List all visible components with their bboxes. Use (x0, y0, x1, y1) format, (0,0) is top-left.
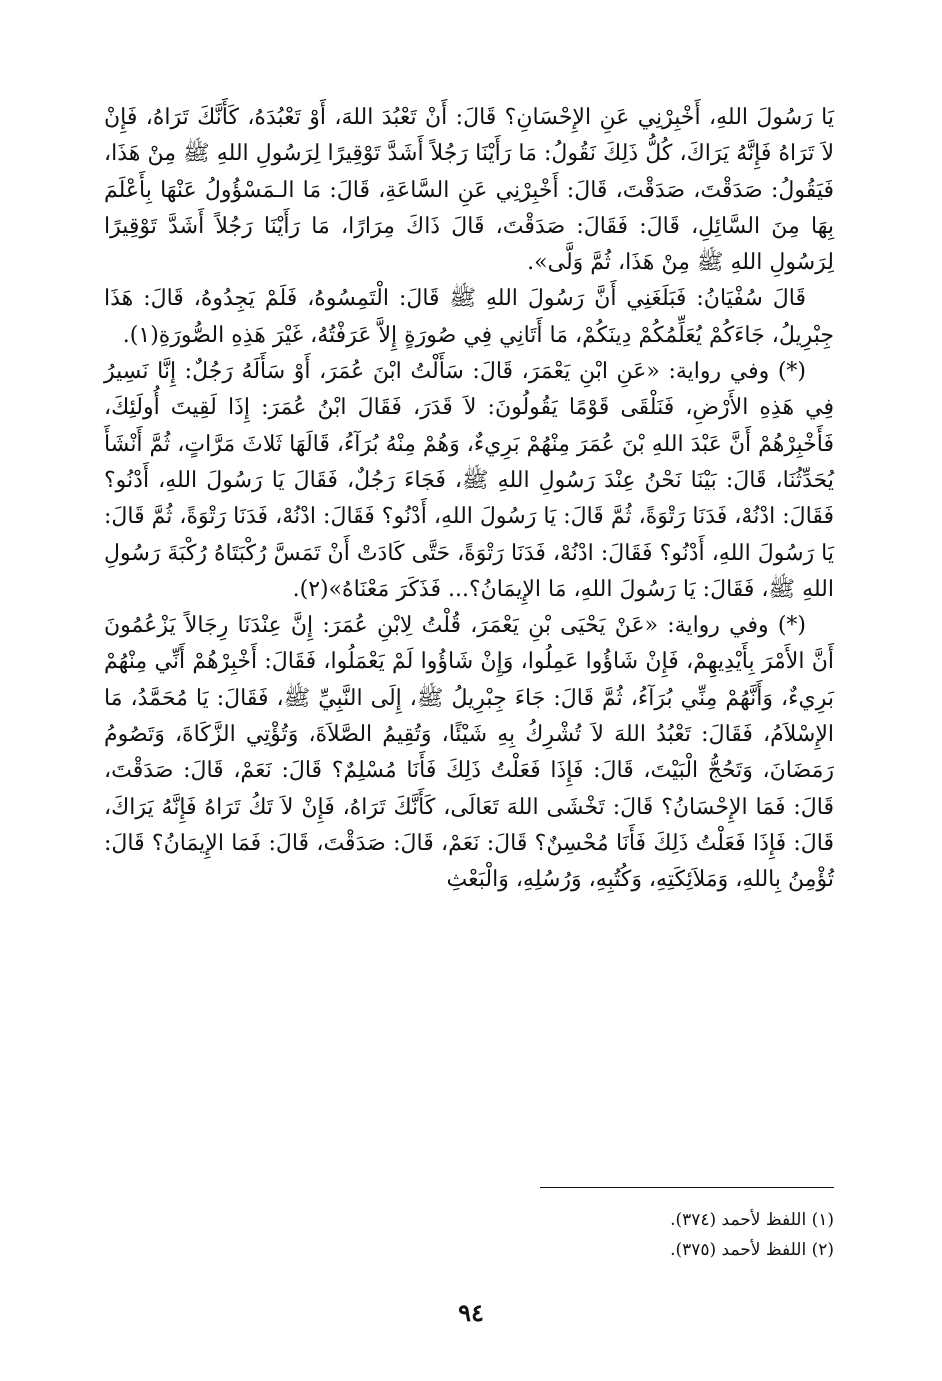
main-text (104, 100, 834, 899)
footnote-2: (٢) اللفظ لأحمد (٣٧٥). (670, 1240, 834, 1260)
footnote-1: (١) اللفظ لأحمد (٣٧٤). (670, 1210, 834, 1230)
footnote-divider (540, 1187, 834, 1188)
paragraph-sufyan: قَالَ سُفْيَانُ: فَبَلَغَنِي أَنَّ رَسُولَ اللهِ ﷺ قَالَ: الْتَمِسُوهُ، فَلَمْ يَجِدُوهُ، قَالَ: هَذَا جِبْرِيلُ، جَاءَكُمْ يُعَلِّمُكُمْ دِينَكُمْ، مَا أَتَانِي فِي صُورَةٍ إِلاَّ عَرَفْتُهُ، غَيْرَ هَذِهِ الصُّورَةِ(١). (104, 286, 834, 348)
paragraph-hadith-continuation: يَا رَسُولَ اللهِ، أَخْبِرْنِي عَنِ الإِحْسَانِ؟ قَالَ: أَنْ تَعْبُدَ اللهَ، أَوْ تَعْبُدَهُ، كَأَنَّكَ تَرَاهُ، فَإِنْ لاَ تَرَاهُ فَإِنَّهُ يَرَاكَ، كُلُّ ذَلِكَ نَقُولُ: مَا رَأَيْنَا رَجُلاً أَشَدَّ تَوْقِيرًا لِرَسُولِ اللهِ ﷺ مِنْ هَذَا، فَيَقُولُ: صَدَقْتَ، صَدَقْتَ، قَالَ: أَخْبِرْنِي عَنِ السَّاعَةِ، قَالَ: مَا الـمَسْؤُولُ عَنْهَا بِأَعْلَمَ بِهَا مِنَ السَّائِلِ، قَالَ: فَقَالَ: صَدَقْتَ، قَالَ ذَاكَ مِرَارًا، مَا رَأَيْنَا رَجُلاً أَشَدَّ تَوْقِيرًا لِرَسُولِ اللهِ ﷺ مِنْ هَذَا، ثُمَّ وَلَّى». (104, 105, 834, 276)
page-number: ٩٤ (458, 1298, 484, 1327)
footnotes (104, 1205, 834, 1265)
paragraph-riwaya-ibn-yamar: (*) وفي رواية: «عَنِ ابْنِ يَعْمَرَ، قَالَ: سَأَلْتُ ابْنَ عُمَرَ، أَوْ سَأَلَهُ رَجُلٌ: إِنَّا نَسِيرُ فِي هَذِهِ الأَرْضِ، فَنَلْقَى قَوْمًا يَقُولُونَ: لاَ قَدَرَ، فَقَالَ ابْنُ عُمَرَ: إِذَا لَقِيتَ أُولَئِكَ، فَأَخْبِرْهُمْ أَنَّ عَبْدَ اللهِ بْنَ عُمَرَ مِنْهُمْ بَرِيءٌ، وَهُمْ مِنْهُ بُرَآءُ، قَالَهَا ثَلاثَ مَرَّاتٍ، ثُمَّ أَنْشَأَ يُحَدِّثُنَا، قَالَ: بَيْنَا نَحْنُ عِنْدَ رَسُولِ اللهِ ﷺ، فَجَاءَ رَجُلٌ، فَقَالَ يَا رَسُولَ اللهِ، أَدْنُو؟ فَقَالَ: ادْنُهْ، فَدَنَا رَتْوَةً، ثُمَّ قَالَ: يَا رَسُولَ اللهِ، أَدْنُو؟ فَقَالَ: ادْنُهْ، فَدَنَا رَتْوَةً، ثُمَّ قَالَ: يَا رَسُولَ اللهِ، أَدْنُو؟ فَقَالَ: ادْنُهْ، فَدَنَا رَتْوَةً، حَتَّى كَادَتْ أَنْ تَمَسَّ رُكْبَتَاهُ رُكْبَةَ رَسُولِ اللهِ ﷺ، فَقَالَ: يَا رَسُولَ اللهِ، مَا الإِيمَانُ؟... فَذَكَرَ مَعْنَاهُ»(٢). (103, 359, 834, 602)
paragraph-riwaya-yahya: (*) وفي رواية: «عَنْ يَحْيَى بْنِ يَعْمَرَ، قُلْتُ لِابْنِ عُمَرَ: إِنَّ عِنْدَنَا رِجَالاً يَزْعُمُونَ أَنَّ الأَمْرَ بِأَيْدِيهِمْ، فَإِنْ شَاؤُوا عَمِلُوا، وَإِنْ شَاؤُوا لَمْ يَعْمَلُوا، فَقَالَ: أَخْبِرْهُمْ أَنِّي مِنْهُمْ بَرِيءٌ، وَأَنَّهُمْ مِنِّي بُرَآءُ، ثُمَّ قَالَ: جَاءَ جِبْرِيلُ ﷺ، إِلَى النَّبِيِّ ﷺ، فَقَالَ: يَا مُحَمَّدُ، مَا الإِسْلاَمُ، فَقَالَ: تَعْبُدُ اللهَ لاَ تُشْرِكُ بِهِ شَيْئًا، وَتُقِيمُ الصَّلاَةَ، وَتُؤْتِي الزَّكَاةَ، وَتَصُومُ رَمَضَانَ، وَتَحُجُّ الْبَيْتَ، قَالَ: فَإِذَا فَعَلْتُ ذَلِكَ فَأَنَا مُسْلِمٌ؟ قَالَ: نَعَمْ، قَالَ: صَدَقْتَ، قَالَ: فَمَا الإِحْسَانُ؟ قَالَ: تَخْشَى اللهَ تَعَالَى، كَأَنَّكَ تَرَاهُ، فَإِنْ لاَ تَكُ تَرَاهُ فَإِنَّهُ يَرَاكَ، قَالَ: فَإِذَا فَعَلْتُ ذَلِكَ فَأَنَا مُحْسِنٌ؟ قَالَ: نَعَمْ، قَالَ: صَدَقْتَ، قَالَ: فَمَا الإِيمَانُ؟ قَالَ: تُؤْمِنُ بِاللهِ، وَمَلاَئِكَتِهِ، وَكُتُبِهِ، وَرُسُلِهِ، وَالْبَعْثِ (104, 613, 834, 893)
